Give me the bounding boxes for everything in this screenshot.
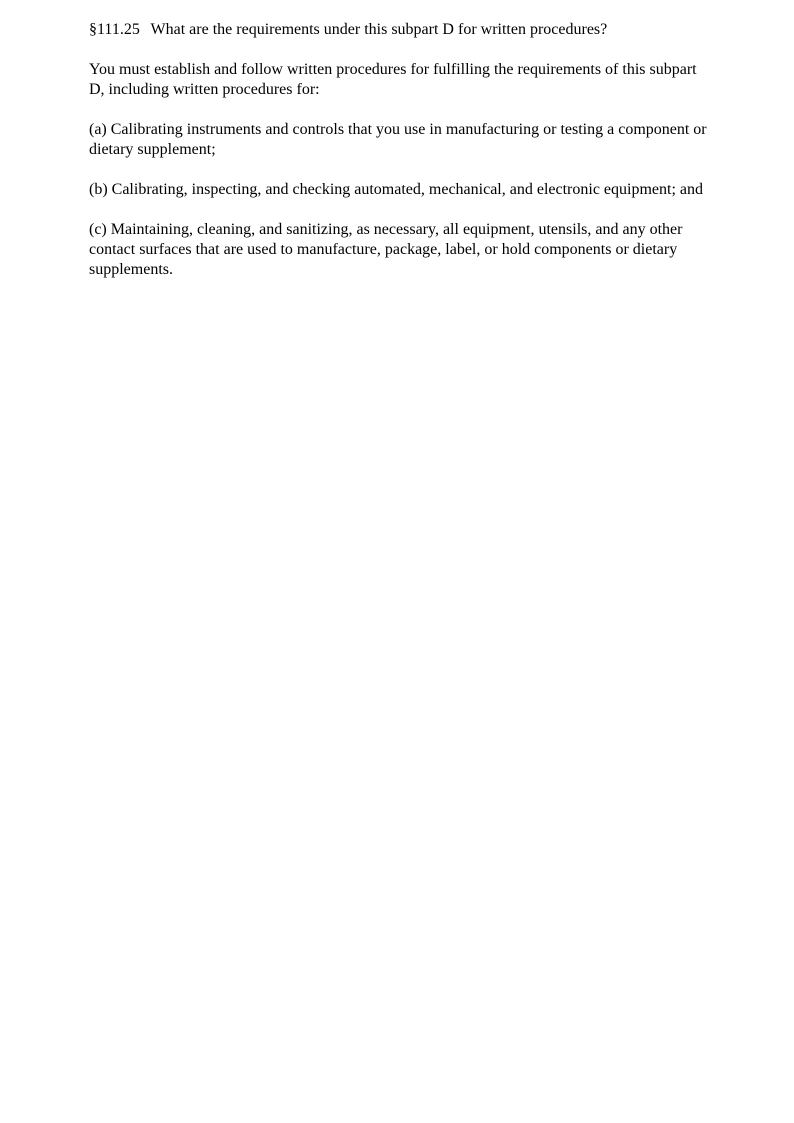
section-title: What are the requirements under this subpart D for written procedures? [150,21,608,38]
item-c-paragraph: (c) Maintaining, cleaning, and sanitizing, as necessary, all equipment, utensils, and any other contact surfaces that are used to manufacture, package, label, or hold components or dietary supplements. [89,221,683,278]
item-b-paragraph: (b) Calibrating, inspecting, and checking automated, mechanical, and electronic equipment; and [89,181,703,198]
document-page [89,20,714,280]
intro-paragraph: You must establish and follow written procedures for fulfilling the requirements of this subpart D, including written procedures for: [89,61,697,98]
section-heading [89,20,714,40]
section-number: §111.25 [89,21,140,38]
item-a-paragraph: (a) Calibrating instruments and controls that you use in manufacturing or testing a component or dietary supplement; [89,121,707,158]
